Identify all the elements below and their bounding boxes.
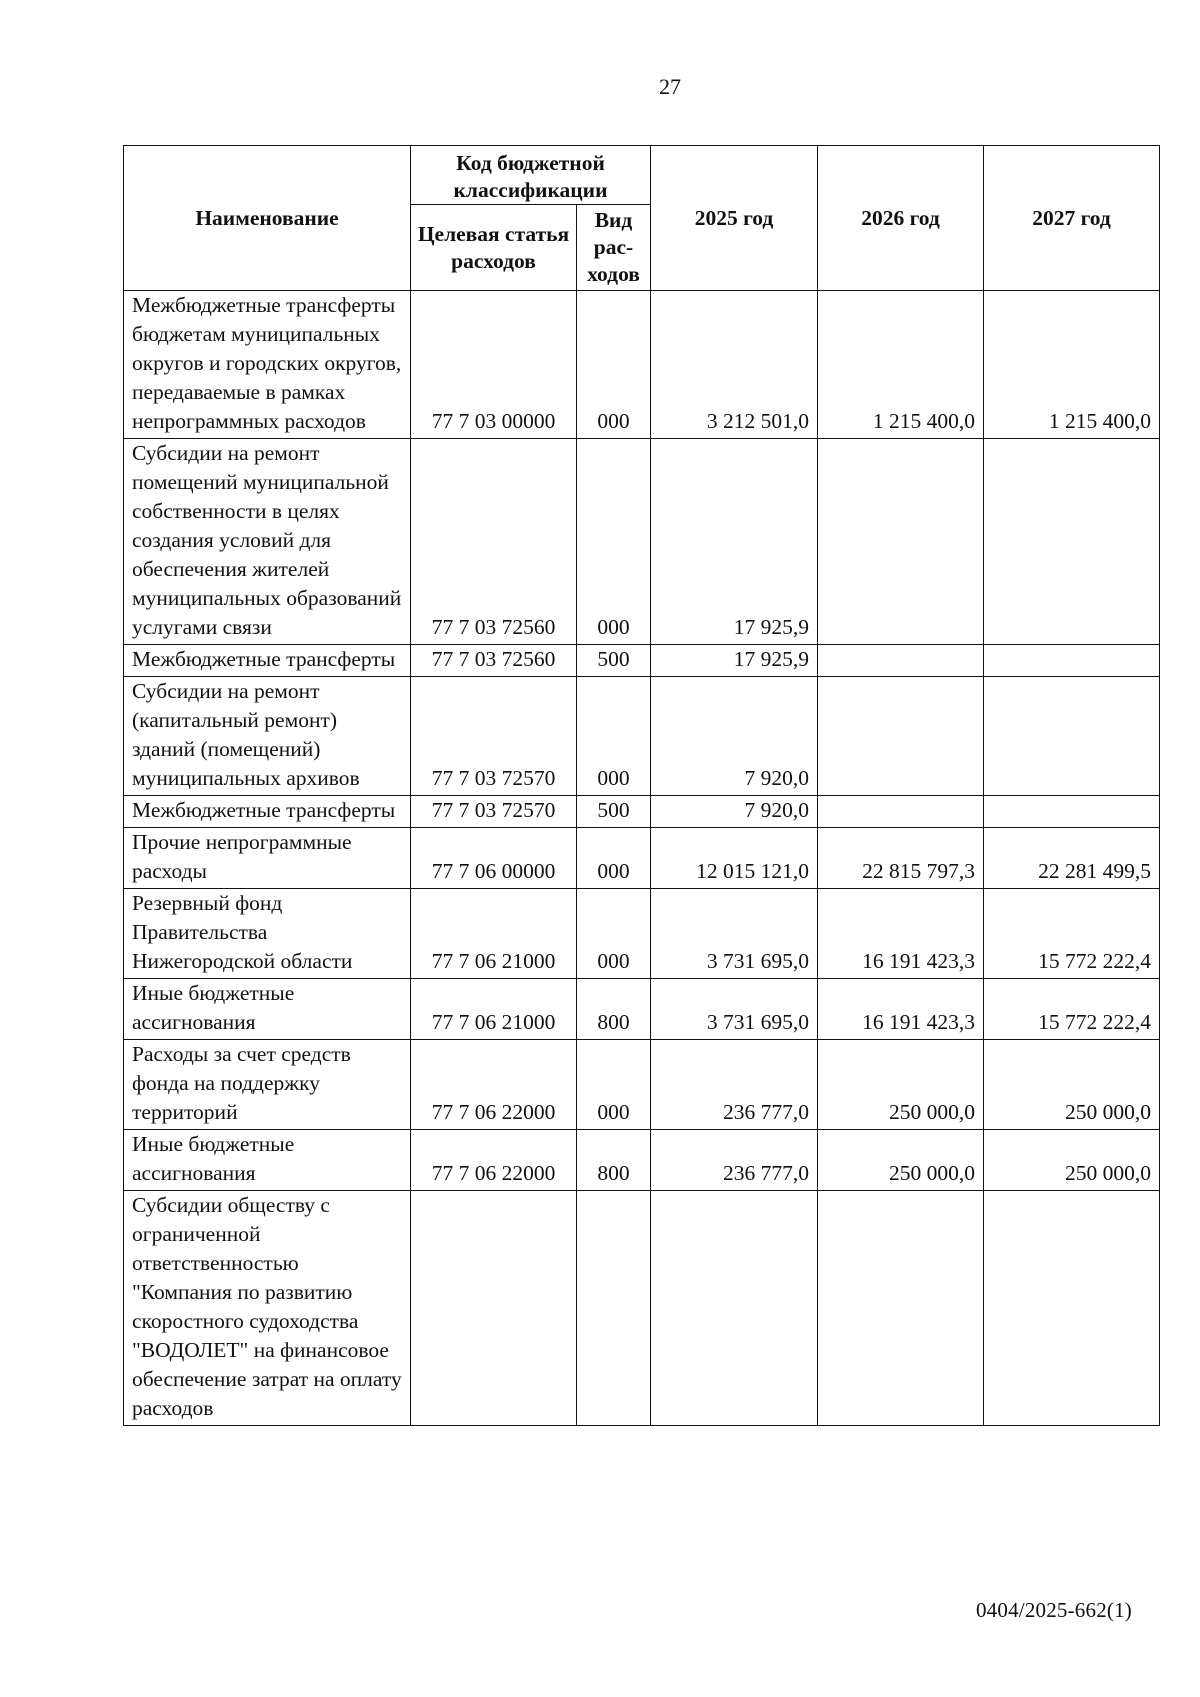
row-kind bbox=[577, 1191, 651, 1426]
row-name: Межбюджетные трансферты bbox=[124, 645, 411, 677]
row-code: 77 7 06 22000 bbox=[411, 1040, 577, 1130]
budget-table bbox=[123, 145, 1160, 1426]
header-year-2027: 2027 год bbox=[984, 146, 1160, 291]
row-name: Межбюджетные трансферты bbox=[124, 796, 411, 828]
row-2026: 250 000,0 bbox=[818, 1130, 984, 1191]
row-kind: 000 bbox=[577, 439, 651, 645]
row-code: 77 7 03 72560 bbox=[411, 439, 577, 645]
row-2026: 16 191 423,3 bbox=[818, 889, 984, 979]
row-2027: 15 772 222,4 bbox=[984, 979, 1160, 1040]
table-row bbox=[124, 1130, 1160, 1191]
row-name: Субсидии обществу с ограниченной ответственностью "Компания по развитию скоростного судоходства "ВОДОЛЕТ" на финансовое обеспечение затрат на оплату расходов bbox=[124, 1191, 411, 1426]
row-2025: 236 777,0 bbox=[651, 1130, 818, 1191]
row-2027: 250 000,0 bbox=[984, 1040, 1160, 1130]
row-code: 77 7 03 72570 bbox=[411, 796, 577, 828]
row-2025: 17 925,9 bbox=[651, 439, 818, 645]
row-2026: 1 215 400,0 bbox=[818, 291, 984, 439]
row-kind: 800 bbox=[577, 1130, 651, 1191]
row-2025: 3 731 695,0 bbox=[651, 889, 818, 979]
row-2027 bbox=[984, 1191, 1160, 1426]
table-row bbox=[124, 291, 1160, 439]
row-2027 bbox=[984, 439, 1160, 645]
row-2025: 7 920,0 bbox=[651, 677, 818, 796]
row-2027: 22 281 499,5 bbox=[984, 828, 1160, 889]
row-2025: 7 920,0 bbox=[651, 796, 818, 828]
row-2027: 15 772 222,4 bbox=[984, 889, 1160, 979]
header-year-2025: 2025 год bbox=[651, 146, 818, 291]
table-body bbox=[124, 291, 1160, 1426]
table-row bbox=[124, 439, 1160, 645]
row-name: Межбюджетные трансферты бюджетам муниципальных округов и городских округов, передаваемые в рамках непрограммных расходов bbox=[124, 291, 411, 439]
row-code: 77 7 06 21000 bbox=[411, 889, 577, 979]
row-2025: 3 731 695,0 bbox=[651, 979, 818, 1040]
header-row-top bbox=[124, 146, 1160, 205]
row-2027: 250 000,0 bbox=[984, 1130, 1160, 1191]
row-kind: 000 bbox=[577, 677, 651, 796]
page-number: 27 bbox=[659, 74, 681, 99]
header-name: Наименование bbox=[124, 146, 411, 291]
row-kind: 000 bbox=[577, 828, 651, 889]
row-2025: 236 777,0 bbox=[651, 1040, 818, 1130]
row-2027 bbox=[984, 796, 1160, 828]
row-2026 bbox=[818, 645, 984, 677]
row-code: 77 7 03 00000 bbox=[411, 291, 577, 439]
row-2027 bbox=[984, 645, 1160, 677]
row-2025: 3 212 501,0 bbox=[651, 291, 818, 439]
header-target-article: Целевая статья расходов bbox=[411, 205, 577, 291]
row-kind: 800 bbox=[577, 979, 651, 1040]
row-2027 bbox=[984, 677, 1160, 796]
row-code: 77 7 06 21000 bbox=[411, 979, 577, 1040]
row-code: 77 7 03 72570 bbox=[411, 677, 577, 796]
row-name: Резервный фонд Правительства Нижегородской области bbox=[124, 889, 411, 979]
header-code-group: Код бюджетной классификации bbox=[411, 146, 651, 205]
row-2026 bbox=[818, 796, 984, 828]
document-code: 0404/2025-662(1) bbox=[975, 1598, 1132, 1622]
row-2027: 1 215 400,0 bbox=[984, 291, 1160, 439]
table-row bbox=[124, 1040, 1160, 1130]
row-name: Прочие непрограммные расходы bbox=[124, 828, 411, 889]
row-name: Иные бюджетные ассигнования bbox=[124, 1130, 411, 1191]
row-2026 bbox=[818, 1191, 984, 1426]
header-expense-type: Вид рас-ходов bbox=[577, 205, 651, 291]
table-row bbox=[124, 645, 1160, 677]
row-kind: 000 bbox=[577, 889, 651, 979]
table-header bbox=[124, 146, 1160, 291]
row-kind: 000 bbox=[577, 1040, 651, 1130]
table-row bbox=[124, 979, 1160, 1040]
row-2025: 17 925,9 bbox=[651, 645, 818, 677]
row-code: 77 7 03 72560 bbox=[411, 645, 577, 677]
row-code: 77 7 06 00000 bbox=[411, 828, 577, 889]
table-row bbox=[124, 1191, 1160, 1426]
table-row bbox=[124, 796, 1160, 828]
row-kind: 500 bbox=[577, 645, 651, 677]
row-name: Субсидии на ремонт помещений муниципальной собственности в целях создания условий для обеспечения жителей муниципальных образований услугами связи bbox=[124, 439, 411, 645]
row-2026: 16 191 423,3 bbox=[818, 979, 984, 1040]
row-2025: 12 015 121,0 bbox=[651, 828, 818, 889]
row-kind: 500 bbox=[577, 796, 651, 828]
table-row bbox=[124, 828, 1160, 889]
header-year-2026: 2026 год bbox=[818, 146, 984, 291]
row-name: Субсидии на ремонт (капитальный ремонт) зданий (помещений) муниципальных архивов bbox=[124, 677, 411, 796]
row-2025 bbox=[651, 1191, 818, 1426]
row-2026 bbox=[818, 677, 984, 796]
row-2026 bbox=[818, 439, 984, 645]
row-name: Иные бюджетные ассигнования bbox=[124, 979, 411, 1040]
row-kind: 000 bbox=[577, 291, 651, 439]
table-row bbox=[124, 889, 1160, 979]
row-2026: 250 000,0 bbox=[818, 1040, 984, 1130]
row-2026: 22 815 797,3 bbox=[818, 828, 984, 889]
row-code: 77 7 06 22000 bbox=[411, 1130, 577, 1191]
table-row bbox=[124, 677, 1160, 796]
row-code bbox=[411, 1191, 577, 1426]
row-name: Расходы за счет средств фонда на поддержку территорий bbox=[124, 1040, 411, 1130]
